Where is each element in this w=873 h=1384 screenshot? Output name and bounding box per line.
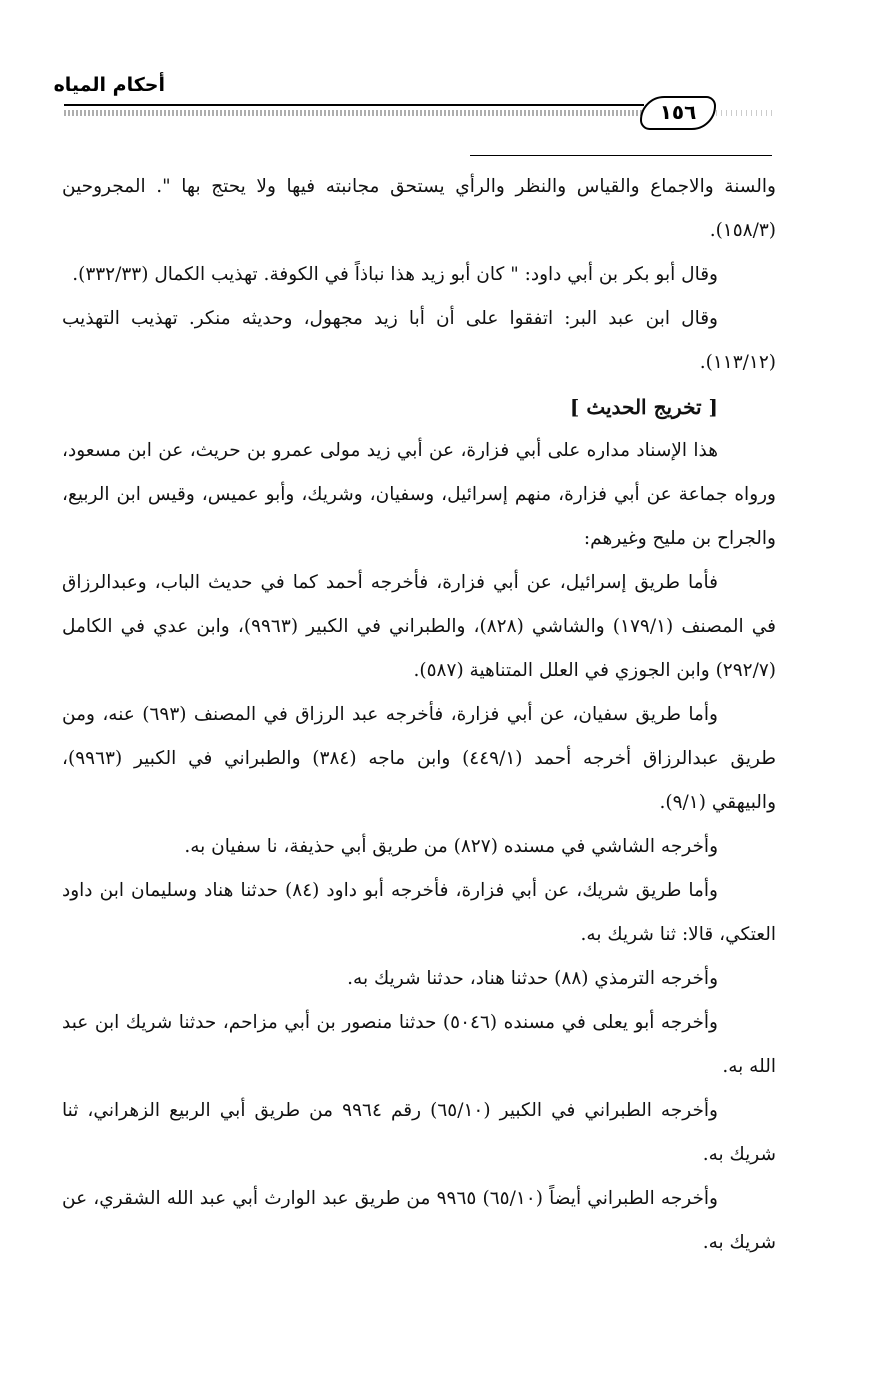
- header-rule: [64, 104, 644, 106]
- paragraph-continued: والسنة والاجماع والقياس والنظر والرأي يستحق مجانبته فيها ولا يحتج بها ". المجروحين (١٥٨/٣).: [62, 176, 776, 241]
- continuation-rule: [470, 155, 772, 156]
- page-number-badge: [640, 96, 716, 130]
- paragraph: وقال ابن عبد البر: اتفقوا على أن أبا زيد مجهول، وحديثه منكر. تهذيب التهذيب (١١٣/١٢).: [62, 308, 776, 373]
- paragraph: وأما طريق سفيان، عن أبي فزارة، فأخرجه عبد الرزاق في المصنف (٦٩٣) عنه، ومن طريق عبدالرزاق أخرجه أحمد (٤٤٩/١) وابن ماجه (٣٨٤) والطبراني في الكبير (٩٩٦٣)، والبيهقي (٩/١).: [62, 704, 776, 813]
- paragraph: وأخرجه الشاشي في مسنده (٨٢٧) من طريق أبي حذيفة، نا سفيان به.: [184, 836, 718, 857]
- paragraph: وأما طريق شريك، عن أبي فزارة، فأخرجه أبو داود (٨٤) حدثنا هناد وسليمان ابن داود العتكي، قالا: ثنا شريك به.: [62, 880, 776, 945]
- page-number: ١٥٦: [659, 100, 697, 124]
- header-rule-ornament: [64, 110, 644, 116]
- heading-open-bracket: [: [708, 395, 718, 419]
- paragraph: وأخرجه الترمذي (٨٨) حدثنا هناد، حدثنا شريك به.: [347, 968, 718, 989]
- paragraph: وأخرجه أبو يعلى في مسنده (٥٠٤٦) حدثنا منصور بن أبي مزاحم، حدثنا شريك ابن عبد الله به.: [62, 1012, 776, 1077]
- paragraph: وأخرجه الطبراني في الكبير (٦٥/١٠) رقم ٩٩٦٤ من طريق أبي الربيع الزهراني، ثنا شريك به.: [62, 1100, 776, 1165]
- heading-close-bracket: ]: [569, 395, 580, 419]
- running-title: أحكام المياه: [53, 74, 165, 96]
- section-heading: [62, 385, 776, 429]
- paragraph: هذا الإسناد مداره على أبي فزارة، عن أبي زيد مولى عمرو بن حريث، عن ابن مسعود، ورواه جماعة عن أبي فزارة، منهم إسرائيل، وسفيان، وشريك، وأبو عميس، وقيس ابن الربيع، والجراح بن مليح وغيرهم:: [62, 440, 776, 549]
- paragraph: وأخرجه الطبراني أيضاً (٦٥/١٠) ٩٩٦٥ من طريق عبد الوارث أبي عبد الله الشقري، عن شريك به.: [62, 1188, 776, 1253]
- paragraph: فأما طريق إسرائيل، عن أبي فزارة، فأخرجه أحمد كما في حديث الباب، وعبدالرزاق في المصنف (١٧٩/١) والشاشي (٨٢٨)، والطبراني في الكبير (٩٩٦٣)، وابن عدي في الكامل (٢٩٢/٧) وابن الجوزي في العلل المتناهية (٥٨٧).: [62, 572, 777, 681]
- page-body: [62, 165, 776, 1265]
- section-heading-text: تخريج الحديث: [586, 395, 702, 419]
- paragraph: وقال أبو بكر بن أبي داود: " كان أبو زيد هذا نباذاً في الكوفة. تهذيب الكمال (٣٣٢/٣٣).: [72, 264, 718, 285]
- header-rule-ornament-right: [716, 110, 776, 116]
